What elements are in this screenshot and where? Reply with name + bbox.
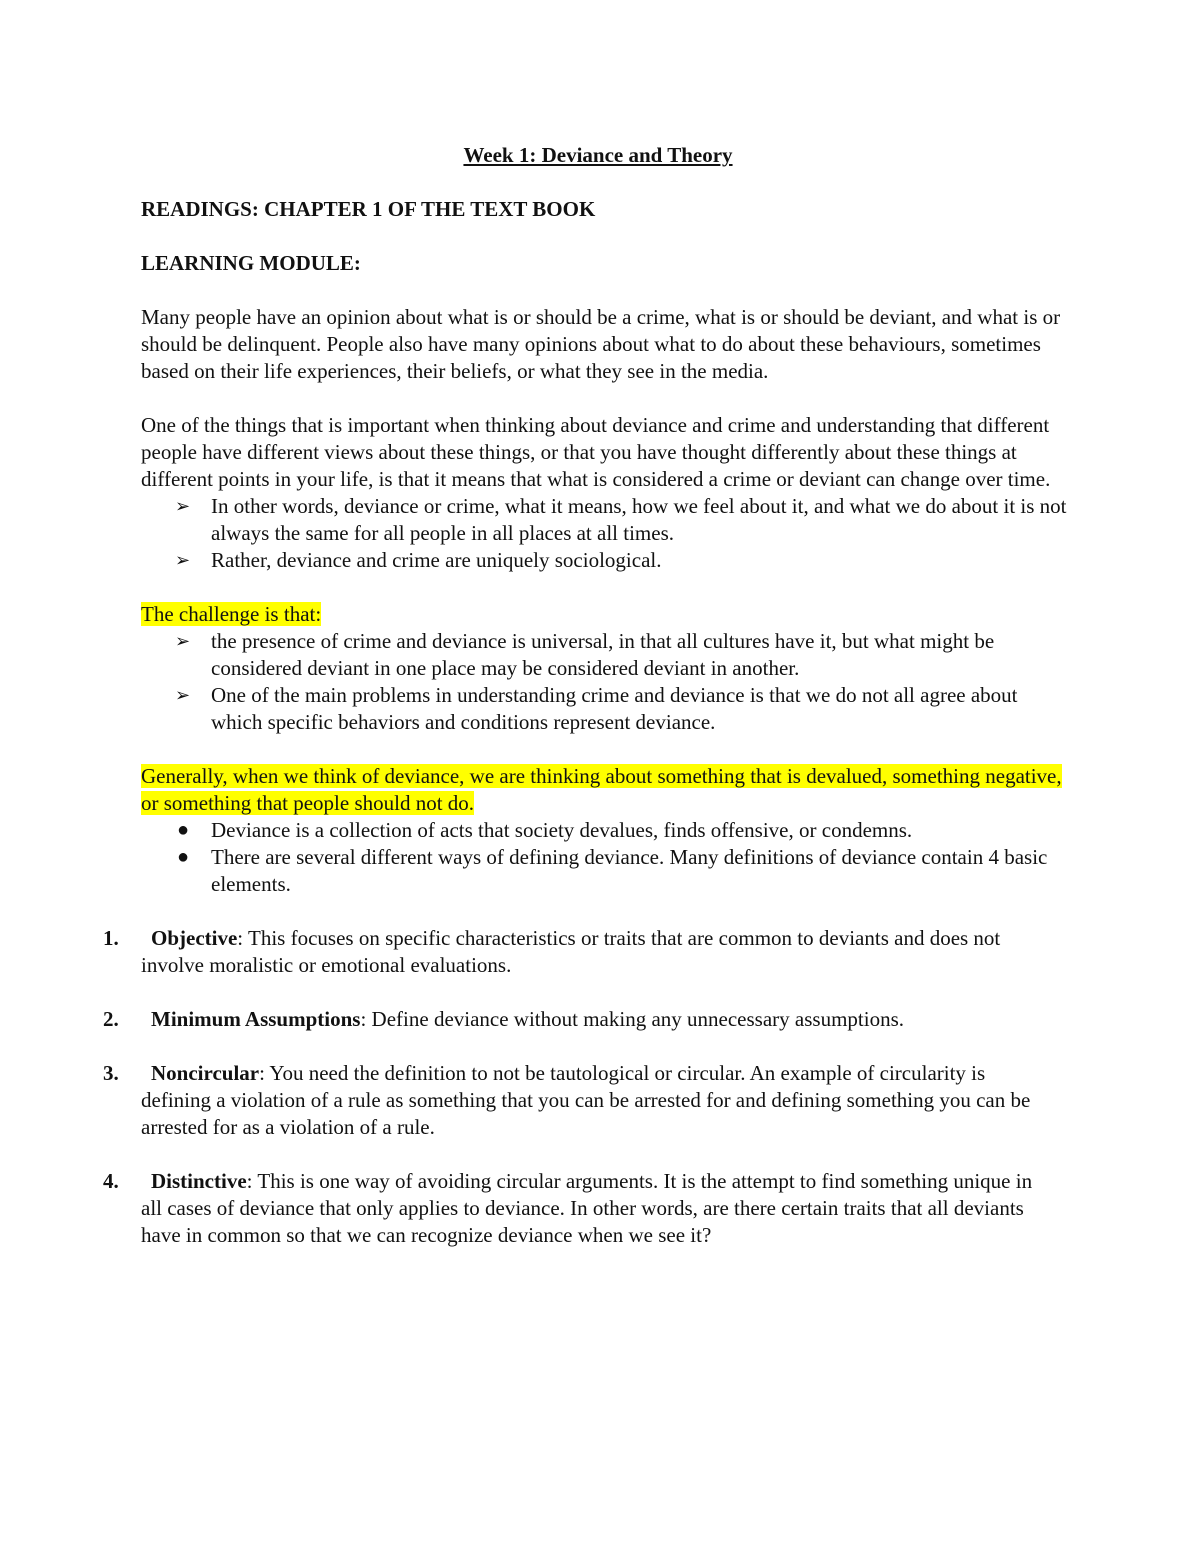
change-over-time-list [141,493,1071,574]
element-item-minimum-assumptions [103,1006,1033,1033]
generally-list [141,817,1071,898]
generally-heading: Generally, when we think of deviance, we are thinking about something that is devalued, something negative, or something that people should not do. [141,764,1062,815]
intro-paragraph: Many people have an opinion about what is or should be a crime, what is or should be deviant, and what is or should be delinquent. People also have many opinions about what to do about these behaviours, sometimes based on their life experiences, their beliefs, or what they see in the media. [141,305,1061,383]
learning-module-heading: LEARNING MODULE: [141,251,361,275]
challenge-heading: The challenge is that: [141,602,322,626]
list-item [141,844,1071,898]
arrow-bullet-icon: ➢ [175,550,191,571]
element-item-objective [103,925,1033,979]
list-item-text: In other words, deviance or crime, what it means, how we feel about it, and what we do about it is not always the same for all people in all places at all times. [211,494,1067,545]
change-over-time-paragraph: One of the things that is important when thinking about deviance and crime and understanding that different people have different views about these things, or that you have thought differently about these things at different points in your life, is that it means that what is considered a crime or deviant can change over time. [141,413,1051,491]
element-item-noncircular [103,1060,1033,1141]
element-term: Noncircular [151,1061,260,1085]
list-item [141,682,1071,736]
element-description: : This focuses on specific characteristics or traits that are common to deviants and does not involve moralistic or emotional evaluations. [141,926,1001,977]
element-number: 3. [103,1061,119,1085]
document-page [103,142,1071,1276]
list-item-text: Rather, deviance and crime are uniquely sociological. [211,548,662,572]
document-title: Week 1: Deviance and Theory [463,143,733,167]
element-term: Minimum Assumptions [151,1007,361,1031]
readings-heading: READINGS: CHAPTER 1 OF THE TEXT BOOK [141,197,596,221]
challenge-section [141,601,1071,736]
list-item [141,547,1071,574]
basic-elements-list [103,925,1033,1249]
element-number: 1. [103,926,119,950]
list-item-text: Deviance is a collection of acts that society devalues, finds offensive, or condemns. [211,818,913,842]
element-number: 2. [103,1007,119,1031]
element-number: 4. [103,1169,119,1193]
list-item [141,817,1071,844]
dot-bullet-icon: ● [177,846,190,868]
generally-section [141,763,1071,898]
element-description: : Define deviance without making any unnecessary assumptions. [360,1007,904,1031]
list-item [141,493,1071,547]
element-term: Distinctive [151,1169,247,1193]
list-item-text: One of the main problems in understanding crime and deviance is that we do not all agree about which specific behaviors and conditions represent deviance. [211,683,1018,734]
element-description: : This is one way of avoiding circular arguments. It is the attempt to find something unique in all cases of deviance that only applies to deviance. In other words, are there certain traits that all deviants have in common so that we can recognize deviance when we see it? [141,1169,1033,1247]
element-term: Objective [151,926,238,950]
dot-bullet-icon: ● [177,819,190,841]
change-over-time-section [141,412,1071,574]
arrow-bullet-icon: ➢ [175,496,191,517]
element-description: : You need the definition to not be tautological or circular. An example of circularity is defining a violation of a rule as something that you can be arrested for and defining something you can be arrested for as a violation of a rule. [141,1061,1031,1139]
challenge-list [141,628,1071,736]
element-item-distinctive [103,1168,1033,1249]
list-item [141,628,1071,682]
list-item-text: There are several different ways of defining deviance. Many definitions of deviance contain 4 basic elements. [211,845,1048,896]
arrow-bullet-icon: ➢ [175,685,191,706]
arrow-bullet-icon: ➢ [175,631,191,652]
list-item-text: the presence of crime and deviance is universal, in that all cultures have it, but what might be considered deviant in one place may be considered deviant in another. [211,629,995,680]
